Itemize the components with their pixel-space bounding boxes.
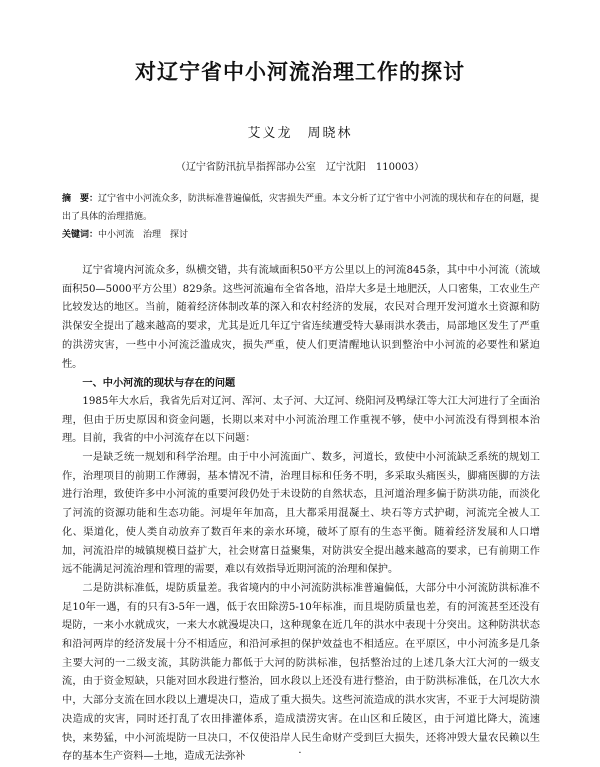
keywords	[62, 226, 540, 244]
body-paragraph-problem-1: 一是缺乏统一规划和科学治理。由于中小河流面广、数多，河道长，致使中小河流缺乏系统的规划工作，治理项目的前期工作薄弱，基本情况不清，治理目标和任务不明，多采取头痛医头，脚痛医脚的方法进行治理，致使许多中小河流的重要河段仍处于未设防的自然状态，且河道治理多偏于防洪功能，而淡化了河流的资源功能和生态功能。河堤年年加高，且大都采用混凝土、块石等方式护砌，河流完全被人工化、渠道化，使人类自动放弃了数百年来的亲水环境，破坏了原有的生态平衡。随着经济发展和人口增加，河流沿岸的城镇规模日益扩大，社会财富日益聚集，对防洪安全提出越来越高的要求，已有前期工作远不能满足河流治理和管理的需要，难以有效指导近期河流的治理和保护。	[62, 452, 540, 576]
paper-authors: 艾义龙 周晓林	[247, 126, 353, 141]
abstract-block	[62, 190, 540, 244]
keywords-text: 中小河流 治理 探讨	[98, 230, 189, 240]
page-mark: ·	[298, 748, 302, 759]
paper-affiliation: （辽宁省防汛抗旱指挥部办公室 辽宁沈阳 110003）	[175, 162, 425, 173]
body-paragraph-problem-2: 二是防洪标准低，堤防质量差。我省境内的中小河流防洪标准普遍偏低，大部分中小河流防洪标准不足10年一遇，有的只有3-5年一遇，低于农田除涝5-10年标准，而且堤防质量也差，有的河流甚至还没有堤防，一来小水就成灾，一来大水就漫堤决口，这种现象在近几年的洪水中表现十分突出。这种防洪状态和沿河两岸的经济发展十分不相适应，和沿河承担的保护效益也不相适应。在平原区，中小河流多是几条主要大河的一二级支流，其防洪能力都低于大河的防洪标准，包括整治过的上述几条大江大河的一级支流，由于资金短缺，只能对回水段进行整治，回水段以上还没有进行整治，由于防洪标准低，在几次大水中，大部分支流在回水段以上遭堤决口，造成了重大损失。这些河流造成的洪水灾害，不亚于大河堤防溃决造成的灾害，同时还打乱了农田排灌体系，造成渍涝灾害。在山区和丘陵区，由于河道比降大，流速快，来势猛，中小河流堤防一旦决口，不仅使沿岸人民生命财产受到巨大损失，还将冲毁大量农民赖以生存的基本生产资料—土地，造成无法弥补	[62, 582, 540, 763]
body-paragraph-intro: 辽宁省境内河流众多，纵横交错，共有流域面积50平方公里以上的河流845条，其中中小河流（流域面积50—5000平方公里）829条。这些河流遍布全省各地，沿岸大多是土地肥沃，人口密集，工农业生产比较发达的地区。当前，随着经济体制改革的深入和农村经济的发展，农民对合理开发河道水土资源和防洪保安全提出了越来越高的要求，尤其是近几年辽宁省连续遭受特大暴雨洪水袭击，局部地区发生了严重的洪涝灾害，一些中小河流泛滥成灾，损失严重，使人们更清醒地认识到整治中小河流的必要性和紧迫性。	[62, 265, 540, 370]
section-heading-1: 一、中小河流的现状与存在的问题	[82, 377, 236, 390]
abstract-text: 辽宁省中小河流众多，防洪标准普遍偏低，灾害损失严重。本文分析了辽宁省中小河流的现状和存在的问题，提出了具体的治理措施。	[62, 194, 540, 222]
paper-body	[62, 262, 540, 767]
abstract-label: 摘 要：	[62, 194, 99, 204]
paper-title: 对辽宁省中小河流治理工作的探讨	[135, 59, 465, 84]
keywords-label: 关键词：	[62, 230, 99, 240]
body-paragraph-history: 1985年大水后，我省先后对辽河、浑河、太子河、大辽河、绕阳河及鸭绿江等大江大河进行了全面治理，但由于历史原因和资金问题，长期以来对中小河流治理工作重视不够，使中小河流没有得到根本治理。目前，我省的中小河流存在以下问题：	[62, 395, 540, 445]
abstract	[62, 190, 540, 226]
